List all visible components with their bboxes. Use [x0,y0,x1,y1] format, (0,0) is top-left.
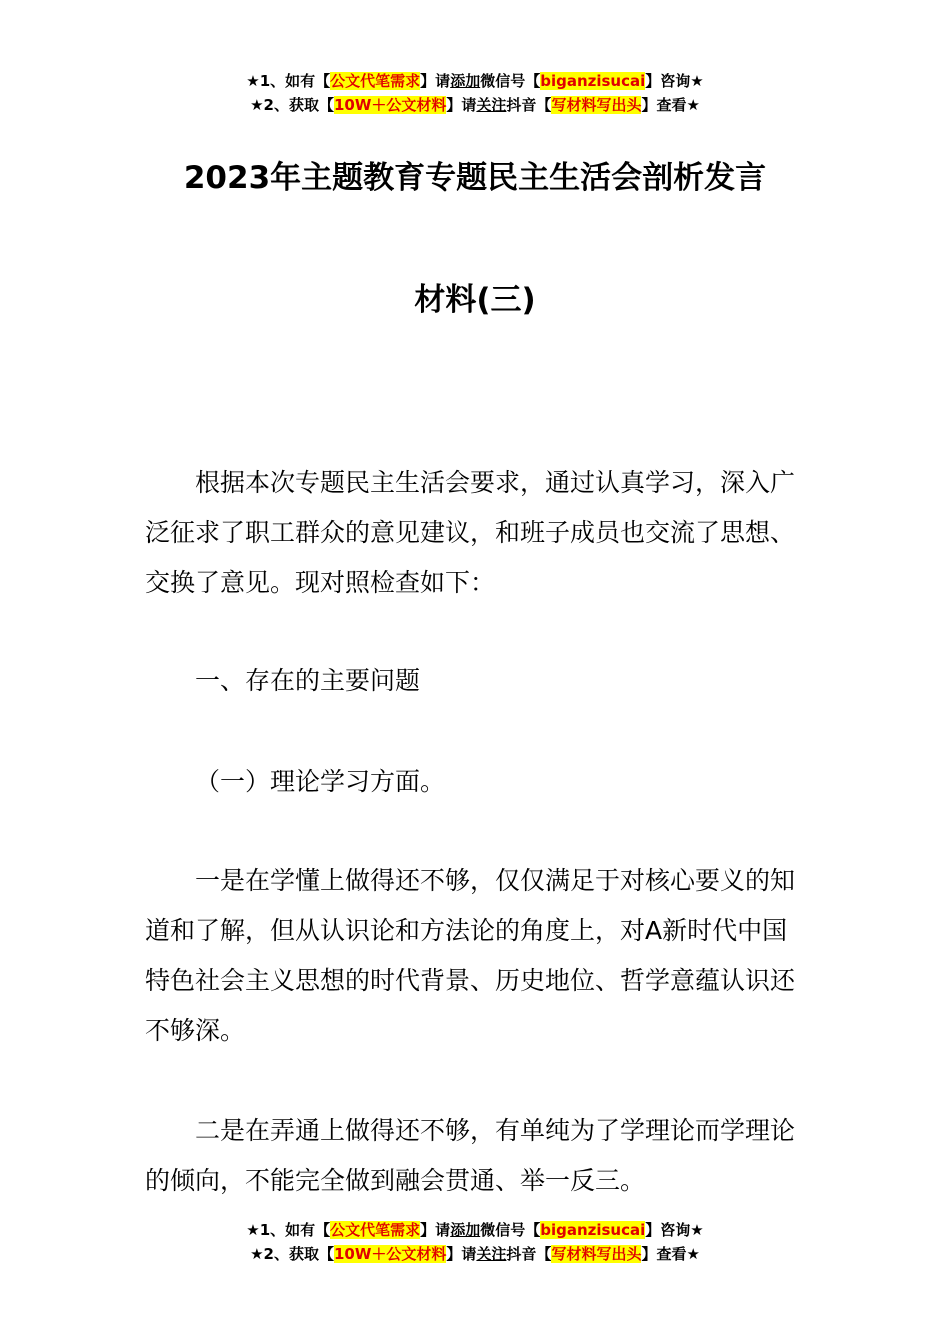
intro-paragraph: 根据本次专题民主生活会要求，通过认真学习，深入广泛征求了职工群众的意见建议，和班子成员也交流了思想、交换了意见。现对照检查如下： [145,468,796,597]
banner-text: ★2、获取【 [250,1245,334,1263]
banner-text: 】请 [446,1245,477,1263]
banner-text: 】查看★ [641,96,700,114]
point-paragraph: 二是在弄通上做得还不够，有单纯为了学理论而学理论的倾向，不能完全做到融会贯通、举一反三。 [145,1116,796,1195]
document-title-line-1: 2023年主题教育专题民主生活会剖析发言 [183,160,767,196]
banner-underline: 添加 [450,1221,481,1239]
banner-text: 抖音【 [506,1245,552,1263]
point-paragraph: 一是在学懂上做得还不够，仅仅满足于对核心要义的知道和了解，但从认识论和方法论的角度上，对A新时代中国特色社会主义思想的时代背景、历史地位、哲学意蕴认识还不够深。 [145,866,796,1045]
banner-line-2 [0,93,950,117]
banner-highlight: 10W＋公文材料 [333,96,447,114]
banner-text: ★1、如有【 [246,1221,331,1239]
banner-text: 】请 [420,1221,451,1239]
banner-line-1 [0,1218,950,1242]
banner-text: 微信号【 [480,72,541,90]
banner-underline: 关注 [476,96,507,114]
banner-highlight: 10W＋公文材料 [333,1245,447,1263]
banner-text: 】咨询★ [645,1221,704,1239]
banner-underline: 添加 [450,72,481,90]
banner-text: 】查看★ [641,1245,700,1263]
banner-text: 】请 [446,96,477,114]
banner-line-2 [0,1242,950,1266]
document-title-line-2: 材料(三) [414,282,536,318]
banner-text: 】请 [420,72,451,90]
banner-text: ★1、如有【 [246,72,331,90]
banner-highlight: biganzisucai [540,1221,646,1239]
banner-text: 抖音【 [506,96,552,114]
banner-text: 微信号【 [480,1221,541,1239]
banner-highlight: 写材料写出头 [551,1245,642,1263]
footer-banner [0,1218,950,1266]
banner-text: 】咨询★ [645,72,704,90]
header-banner [0,69,950,117]
banner-underline: 关注 [476,1245,507,1263]
banner-highlight: 写材料写出头 [551,96,642,114]
subsection-heading: （一）理论学习方面。 [195,767,446,796]
banner-text: ★2、获取【 [250,96,334,114]
banner-highlight: biganzisucai [540,72,646,90]
banner-line-1 [0,69,950,93]
banner-highlight: 公文代笔需求 [330,72,421,90]
section-heading: 一、存在的主要问题 [195,666,421,695]
banner-highlight: 公文代笔需求 [330,1221,421,1239]
